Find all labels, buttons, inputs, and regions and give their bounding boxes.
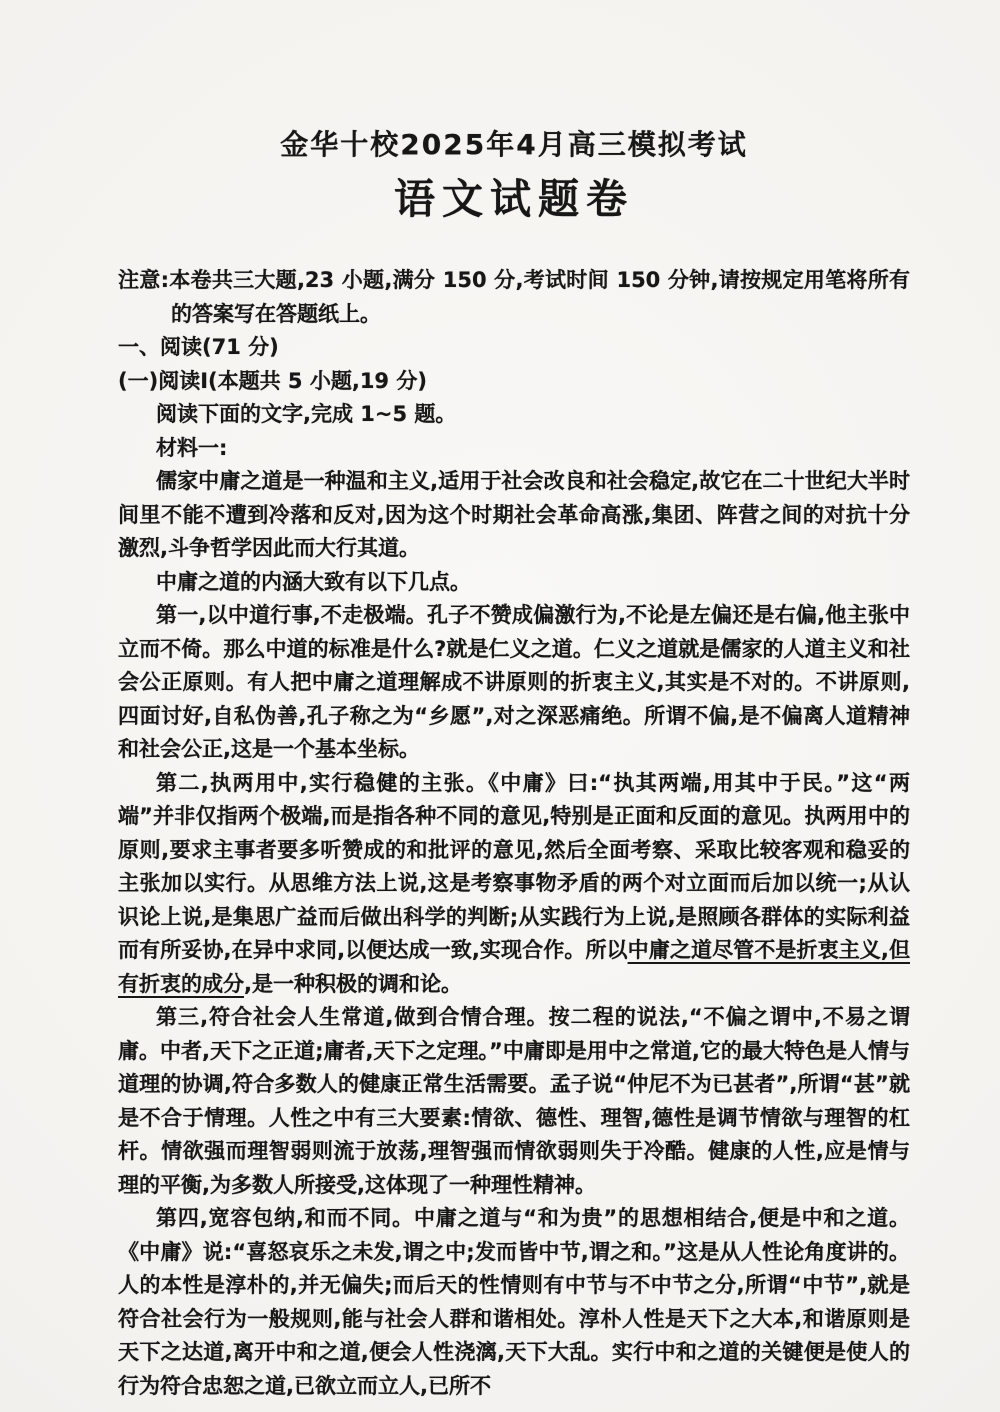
material-one-label: 材料一: (156, 435, 228, 460)
notice-label: 注意: (118, 268, 169, 292)
notice (118, 264, 910, 331)
exam-subtitle: 语文试题卷 (394, 175, 634, 223)
section-heading-reading: 一、阅读(71 分) (118, 335, 279, 359)
material-paragraph-5-third: 第三,符合社会人生常道,做到合情合理。按二程的说法,“不偏之谓中,不易之谓庸。中者,天下之正道;庸者,天下之定理。”中庸即是用中之常道,它的最大特色是人情与道理的协调,符合多数人的健康正常生活需要。孟子说“仲尼不为已甚者”,所谓“甚”就是不合于情理。人性之中有三大要素:情欲、德性、理智,德性是调节情欲与理智的杠杆。情欲强而理智弱则流于放荡,理智强而情欲弱则失于冷酷。健康的人性,应是情与理的平衡,为多数人所接受,这体现了一种理性精神。 (118, 1005, 910, 1197)
material-paragraph-2: 中庸之道的内涵大致有以下几点。 (156, 569, 471, 594)
material-paragraph-6-fourth: 第四,宽容包纳,和而不同。中庸之道与“和为贵”的思想相结合,便是中和之道。《中庸》说:“喜怒哀乐之未发,谓之中;发而皆中节,谓之和。”这是从人性论角度讲的。人的本性是淳朴的,并无偏失;而后天的性情则有中节与不中节之分,所谓“中节”,就是符合社会行为一般规则,能与社会人群和谐相处。淳朴人性是天下之大本,和谐原则是天下之达道,离开中和之道,便会人性浇漓,天下大乱。实行中和之道的关键便是使人的行为符合忠恕之道,已欲立而立人,已所不 (118, 1206, 910, 1398)
paragraph-4-text-post: ,是一种积极的调和论。 (244, 971, 462, 996)
page-content (118, 126, 910, 1403)
paragraph-4-text-pre: 第二,执两用中,实行稳健的主张。《中庸》曰:“执其两端,用其中于民。”这“两端”并非仅指两个极端,而是指各种不同的意见,特别是正面和反面的意见。执两用中的原则,要求主事者要多听赞成的和批评的意见,然后全面考察、采取比较客观和稳妥的主张加以实行。从思维方法上说,这是考察事物矛盾的两个对立面而后加以统一;从认识论上说,是集思广益而后做出科学的判断;从实践行为上说,是照顾各群体的实际利益而有所妥协,在异中求同,以便达成一致,实现合作。所以 (118, 770, 910, 962)
material-paragraph-1: 儒家中庸之道是一种温和主义,适用于社会改良和社会稳定,故它在二十世纪大半时间里不能不遭到冷落和反对,因为这个时期社会革命高涨,集团、阵营之间的对抗十分激烈,斗争哲学因此而大行其道。 (118, 469, 910, 560)
material-paragraph-4-second (118, 767, 910, 1002)
exam-title: 金华十校2025年4月高三模拟考试 (280, 128, 748, 161)
exam-body (118, 264, 910, 1403)
notice-text: 本卷共三大题,23 小题,满分 150 分,考试时间 150 分钟,请按规定用笔将所有的答案写在答题纸上。 (168, 268, 910, 326)
material-paragraph-3-first: 第一,以中道行事,不走极端。孔子不赞成偏激行为,不论是左偏还是右偏,他主张中立而不倚。那么中道的标准是什么?就是仁义之道。仁义之道就是儒家的人道主义和社会公正原则。有人把中庸之道理解成不讲原则的折衷主义,其实是不对的。不讲原则,四面讨好,自私伪善,孔子称之为“乡愿”,对之深恶痛绝。所谓不偏,是不偏离人道精神和社会公正,这是一个基本坐标。 (118, 603, 910, 761)
subsection-heading-reading1: (一)阅读Ⅰ(本题共 5 小题,19 分) (118, 368, 427, 393)
paragraph-4-underlined-passage: 中庸之道尽管不是折衷主义,但有折衷的成分 (118, 938, 910, 996)
reading-instruction: 阅读下面的文字,完成 1~5 题。 (156, 402, 457, 426)
